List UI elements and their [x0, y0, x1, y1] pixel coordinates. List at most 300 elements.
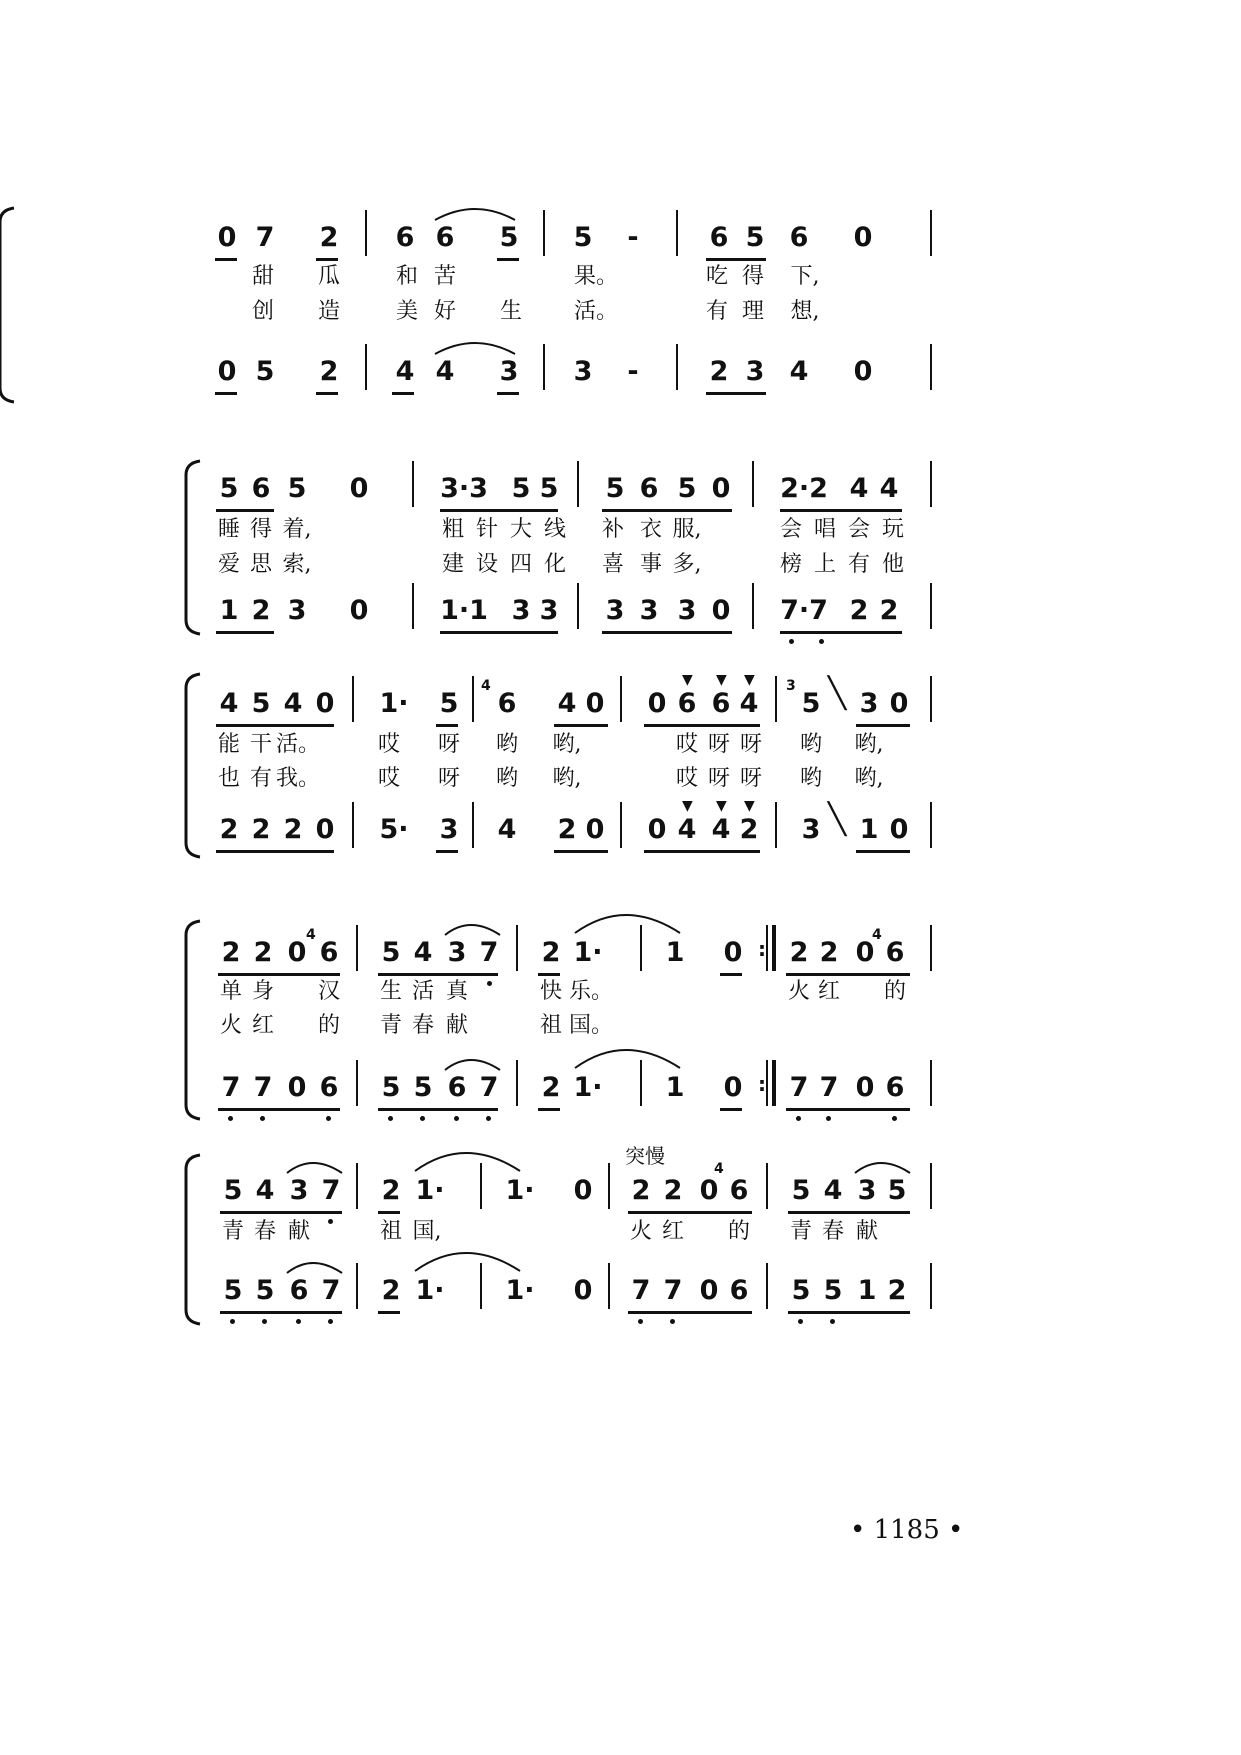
lyric-char: 呀	[437, 732, 460, 757]
note: 0	[853, 222, 873, 253]
lyric-char: 着,	[282, 517, 312, 542]
note: 5	[413, 1072, 433, 1103]
barline	[775, 676, 777, 722]
lyric-char: 生	[499, 299, 522, 324]
lyric-char: 国,	[412, 1219, 442, 1244]
underline	[786, 1108, 910, 1111]
note: 0	[217, 222, 237, 253]
upper-voice	[0, 469, 1241, 509]
lower-voice	[0, 1068, 1241, 1108]
note: 3	[801, 814, 821, 845]
note: 5	[791, 1175, 811, 1206]
barline	[930, 925, 932, 971]
note: 3·3	[440, 473, 488, 504]
note: 1	[665, 1072, 685, 1103]
lyric-char: 哟,	[854, 766, 884, 791]
barline	[608, 1163, 610, 1209]
note: 0	[723, 1072, 743, 1103]
score-system-3	[0, 668, 1241, 863]
barline	[356, 1163, 358, 1209]
note: 2	[381, 1275, 401, 1306]
note: 0	[699, 1275, 719, 1306]
note: 6	[251, 473, 271, 504]
lyric-char: 衣	[639, 517, 662, 542]
note: 2	[631, 1175, 651, 1206]
barline	[352, 676, 354, 722]
lyric-char: 祖	[539, 1013, 562, 1038]
note: 4	[413, 937, 433, 968]
note: 4	[711, 814, 731, 845]
lyric-char: 多,	[672, 552, 702, 577]
barline	[472, 802, 474, 848]
lyric-char: 索,	[282, 552, 312, 577]
octave-dot	[789, 639, 794, 644]
lyric-char: 瓜	[317, 264, 340, 289]
lyric-char: 单	[219, 979, 242, 1004]
underline	[440, 631, 558, 634]
lyric-char: 会	[847, 517, 870, 542]
note: 5·	[379, 814, 409, 845]
lyric-char: 献	[855, 1219, 878, 1244]
lyric-char: 祖	[379, 1219, 402, 1244]
repeat-dots: :	[758, 1072, 766, 1096]
lyric-char: 生	[379, 979, 402, 1004]
lyric-char: 会	[779, 517, 802, 542]
underline	[602, 631, 732, 634]
lyric-line-1	[0, 1217, 1241, 1257]
note: 6	[447, 1072, 467, 1103]
tie	[570, 1042, 690, 1072]
tie	[570, 907, 690, 937]
lyric-char: 汉	[317, 979, 340, 1004]
note: 1·	[415, 1175, 445, 1206]
note: 3	[287, 595, 307, 626]
note: 4	[283, 688, 303, 719]
lyric-line-1	[0, 515, 1241, 555]
grace-note: 4	[481, 678, 491, 694]
note: 0	[585, 688, 605, 719]
note: 7	[321, 1275, 341, 1306]
note: 6	[729, 1275, 749, 1306]
note: 1	[859, 814, 879, 845]
barline	[365, 210, 367, 256]
note: 3	[511, 595, 531, 626]
note: 1	[219, 595, 239, 626]
underline	[218, 973, 340, 976]
underline	[216, 724, 334, 727]
glissando-slash: ╲	[828, 802, 847, 837]
lyric-char: 活。	[276, 732, 321, 757]
barline	[775, 802, 777, 848]
note: 3	[499, 356, 519, 387]
note: 0	[287, 937, 307, 968]
lyric-char: 也	[217, 766, 240, 791]
note: 7	[631, 1275, 651, 1306]
note: 7	[253, 1072, 273, 1103]
barline	[472, 676, 474, 722]
note: 5	[381, 937, 401, 968]
glissando-slash: ╲	[828, 676, 847, 711]
barline	[772, 1060, 776, 1106]
lower-voice	[0, 352, 1241, 392]
underline	[497, 258, 519, 261]
underline	[780, 509, 902, 512]
note: 4	[849, 473, 869, 504]
octave-dot	[892, 1116, 897, 1121]
lyric-char: 哟,	[552, 732, 582, 757]
note: 2	[819, 937, 839, 968]
lower-voice	[0, 798, 1241, 850]
note: 3	[639, 595, 659, 626]
lyric-char: 苦	[433, 264, 456, 289]
note: 0	[723, 937, 743, 968]
underline	[602, 509, 732, 512]
lyric-char: 服,	[672, 517, 702, 542]
lyric-char: 国。	[568, 1013, 613, 1038]
note: 2·2	[780, 473, 828, 504]
lyric-char: 哎	[675, 766, 698, 791]
underline	[554, 850, 608, 853]
underline	[644, 850, 760, 853]
note: 1·1	[440, 595, 488, 626]
page-number: • 1185 •	[850, 1515, 964, 1545]
note: 2	[283, 814, 303, 845]
lyric-char: 能	[217, 732, 240, 757]
octave-dot	[454, 1116, 459, 1121]
upper-voice	[0, 218, 1241, 258]
underline	[378, 973, 498, 976]
accent-mark: ▼	[716, 672, 727, 688]
lyric-char: 上	[813, 552, 836, 577]
note: 2	[541, 937, 561, 968]
note: 5	[223, 1175, 243, 1206]
grace-note: 4	[872, 927, 882, 943]
note: 5	[219, 473, 239, 504]
lyric-char: 理	[741, 299, 764, 324]
note: 6	[319, 937, 339, 968]
accent-mark: ▼	[716, 798, 727, 814]
note: 6	[729, 1175, 749, 1206]
note: 5	[605, 473, 625, 504]
lyric-char: 粗	[441, 517, 464, 542]
note: 0	[349, 473, 369, 504]
tempo-marking: 突慢	[625, 1144, 665, 1168]
grace-note: 4	[714, 1161, 724, 1177]
note: 5	[287, 473, 307, 504]
note: 3	[447, 937, 467, 968]
lyric-char: 吃	[705, 264, 728, 289]
lyric-char: 四	[509, 552, 532, 577]
lyric-char: 火	[787, 979, 810, 1004]
lyric-char: 呀	[707, 766, 730, 791]
octave-dot	[328, 1319, 333, 1324]
note: 0	[889, 814, 909, 845]
lyric-char: 活。	[573, 299, 618, 324]
barline	[356, 1060, 358, 1106]
lyric-char: 爱	[217, 552, 240, 577]
lyric-char: 有	[847, 552, 870, 577]
barline	[356, 925, 358, 971]
underline	[436, 724, 458, 727]
lyric-char: 呀	[707, 732, 730, 757]
note: 2	[541, 1072, 561, 1103]
lyric-line-2	[0, 764, 1241, 804]
underline	[720, 973, 742, 976]
underline	[440, 509, 558, 512]
underline	[780, 631, 902, 634]
score-system-4	[0, 915, 1241, 1125]
note: 4	[435, 356, 455, 387]
note: 0	[889, 688, 909, 719]
note: 1·	[505, 1275, 535, 1306]
lyric-char: 的	[883, 979, 906, 1004]
note: 1·	[415, 1275, 445, 1306]
barline	[543, 210, 545, 256]
underline	[497, 392, 519, 395]
underline	[538, 973, 560, 976]
lyric-char: 甜	[251, 264, 274, 289]
barline	[930, 676, 932, 722]
note: 0	[217, 356, 237, 387]
barline	[766, 1163, 768, 1209]
lyric-char: 造	[317, 299, 340, 324]
accent-mark: ▼	[682, 798, 693, 814]
octave-dot	[388, 1116, 393, 1121]
note: 2	[253, 937, 273, 968]
note: 3	[859, 688, 879, 719]
underline	[316, 392, 338, 395]
note: 7	[221, 1072, 241, 1103]
underline	[392, 392, 414, 395]
lyric-char: 呀	[739, 732, 762, 757]
note: 4	[219, 688, 239, 719]
note: 6	[497, 688, 517, 719]
note: 1·	[379, 688, 409, 719]
lyric-char: 快	[539, 979, 562, 1004]
note: 0	[711, 473, 731, 504]
barline	[608, 1263, 610, 1309]
slur	[440, 1054, 510, 1074]
lyric-char: 真	[445, 979, 468, 1004]
note: 7	[479, 937, 499, 968]
lyric-char: 春	[821, 1219, 844, 1244]
note: 1	[665, 937, 685, 968]
note: 5	[499, 222, 519, 253]
note: 6	[289, 1275, 309, 1306]
underline	[706, 258, 766, 261]
lyric-char: 哟	[495, 766, 518, 791]
note: 6	[435, 222, 455, 253]
barline	[577, 461, 579, 507]
lyric-char: 火	[219, 1013, 242, 1038]
lyric-char: 思	[249, 552, 272, 577]
note: 1·	[573, 1072, 603, 1103]
barline	[543, 344, 545, 390]
note: 2	[879, 595, 899, 626]
underline	[216, 631, 274, 634]
note: 2	[849, 595, 869, 626]
lyric-char: 呀	[739, 766, 762, 791]
octave-dot	[486, 1116, 491, 1121]
octave-dot	[670, 1319, 675, 1324]
underline	[538, 1108, 560, 1111]
lyric-char: 哎	[377, 766, 400, 791]
underline	[628, 1311, 752, 1314]
lyric-char: 有	[705, 299, 728, 324]
accent-mark: ▼	[744, 672, 755, 688]
lyric-char: 红	[661, 1219, 684, 1244]
lyric-char: 哟,	[552, 766, 582, 791]
note: 5	[823, 1275, 843, 1306]
barline	[930, 802, 932, 848]
note: 5	[745, 222, 765, 253]
underline	[216, 850, 334, 853]
note: 0	[315, 814, 335, 845]
note: 5	[801, 688, 821, 719]
note: 2	[709, 356, 729, 387]
note: -	[627, 356, 639, 387]
lyric-char: 玩	[881, 517, 904, 542]
underline	[706, 392, 766, 395]
note: 0	[349, 595, 369, 626]
lyric-char: 红	[817, 979, 840, 1004]
lyric-char: 建	[441, 552, 464, 577]
note: 2	[789, 937, 809, 968]
lyric-char: 青	[221, 1219, 244, 1244]
note: 5	[677, 473, 697, 504]
note: 5	[511, 473, 531, 504]
note: 7	[321, 1175, 341, 1206]
upper-voice	[0, 927, 1241, 973]
barline	[620, 676, 622, 722]
underline	[220, 1311, 342, 1314]
note: 5	[381, 1072, 401, 1103]
note: 5	[251, 688, 271, 719]
barline	[930, 344, 932, 390]
note: 4	[395, 356, 415, 387]
note: 6	[789, 222, 809, 253]
note: 6	[709, 222, 729, 253]
repeat-dots: :	[758, 937, 766, 961]
barline	[772, 925, 776, 971]
underline	[378, 1108, 498, 1111]
note: 2	[251, 595, 271, 626]
underline	[316, 258, 338, 261]
underline	[720, 1108, 742, 1111]
note: 5	[539, 473, 559, 504]
note: 5	[223, 1275, 243, 1306]
lyric-char: 我。	[276, 766, 321, 791]
lyric-char: 献	[445, 1013, 468, 1038]
lyric-char: 得	[249, 517, 272, 542]
slur	[850, 1157, 920, 1177]
barline	[516, 1060, 518, 1106]
lyric-char: 线	[543, 517, 566, 542]
note: 1·	[505, 1175, 535, 1206]
lyric-char: 青	[789, 1219, 812, 1244]
barline	[930, 1163, 932, 1209]
lyric-char: 火	[629, 1219, 652, 1244]
lyric-char: 哟	[799, 766, 822, 791]
grace-note: 4	[306, 927, 316, 943]
lyric-char: 的	[727, 1219, 750, 1244]
note: 0	[853, 356, 873, 387]
score-system-2	[0, 455, 1241, 640]
underline	[218, 1108, 340, 1111]
note: 3	[857, 1175, 877, 1206]
barline	[412, 461, 414, 507]
lyric-char: 红	[251, 1013, 274, 1038]
lyric-char: 睡	[217, 517, 240, 542]
note: 0	[287, 1072, 307, 1103]
barline	[365, 344, 367, 390]
barline	[620, 802, 622, 848]
barline	[930, 461, 932, 507]
lower-voice	[0, 1271, 1241, 1311]
lyric-char: 哎	[675, 732, 698, 757]
slur	[440, 919, 510, 939]
lyric-char: 哟,	[854, 732, 884, 757]
lyric-char: 想,	[790, 299, 820, 324]
upper-voice	[0, 1161, 1241, 1211]
underline	[788, 1211, 910, 1214]
note: 5	[573, 222, 593, 253]
note: 6	[319, 1072, 339, 1103]
tie	[410, 1245, 530, 1275]
lyric-char: 针	[475, 517, 498, 542]
underline	[215, 392, 237, 395]
lyric-char: 设	[475, 552, 498, 577]
lyric-char: 哟	[799, 732, 822, 757]
octave-dot	[296, 1319, 301, 1324]
octave-dot	[638, 1319, 643, 1324]
lyric-char: 献	[287, 1219, 310, 1244]
note: 3	[677, 595, 697, 626]
note: 0	[855, 937, 875, 968]
barline	[930, 1263, 932, 1309]
note: 2	[663, 1175, 683, 1206]
lyric-char: 补	[601, 517, 624, 542]
barline	[752, 583, 754, 629]
lower-voice	[0, 591, 1241, 631]
lyric-char: 春	[411, 1013, 434, 1038]
note: 4	[789, 356, 809, 387]
underline	[378, 1211, 400, 1214]
note: 3	[573, 356, 593, 387]
lyric-char: 榜	[779, 552, 802, 577]
note: 2	[219, 814, 239, 845]
slur	[430, 204, 520, 224]
underline	[554, 724, 608, 727]
underline	[378, 1311, 400, 1314]
barline	[577, 583, 579, 629]
lyric-line-2	[0, 297, 1241, 337]
note: 3	[539, 595, 559, 626]
lyric-line-2	[0, 550, 1241, 590]
note: 7	[789, 1072, 809, 1103]
note: 3	[439, 814, 459, 845]
octave-dot	[830, 1319, 835, 1324]
note: 4	[879, 473, 899, 504]
note: 5	[791, 1275, 811, 1306]
octave-dot	[819, 639, 824, 644]
lyric-char: 活	[411, 979, 434, 1004]
barline	[766, 1263, 768, 1309]
note: 7	[255, 222, 275, 253]
octave-dot	[262, 1319, 267, 1324]
note: 4	[557, 688, 577, 719]
slur	[430, 338, 520, 358]
